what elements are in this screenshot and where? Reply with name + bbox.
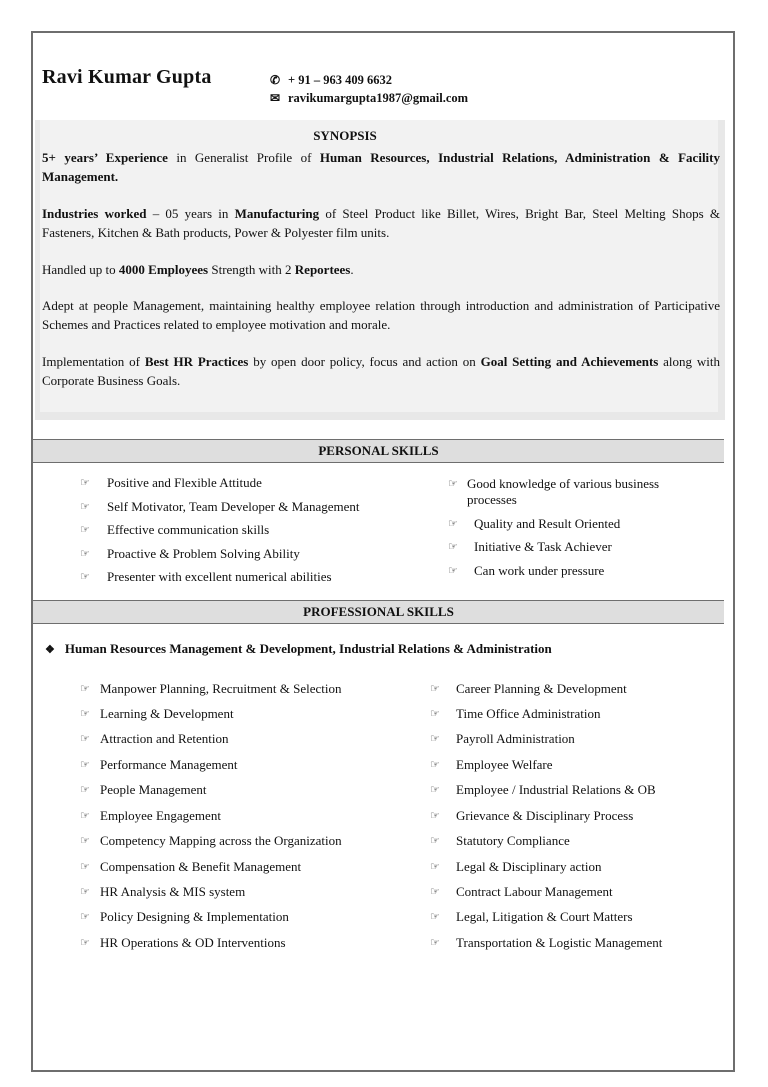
synopsis-paragraph <box>42 205 720 242</box>
skill-item: Self Motivator, Team Developer & Management <box>107 499 360 514</box>
pointing-hand-icon: ☞ <box>80 886 90 898</box>
pointing-hand-icon: ☞ <box>430 708 440 720</box>
synopsis-text-run: along with Corporate Business Goals. <box>42 354 720 388</box>
skill-item: Quality and Result Oriented <box>474 516 621 531</box>
pointing-hand-icon: ☞ <box>430 810 440 822</box>
professional-skills-heading-text: Human Resources Management & Development, Industrial Relations & Administration <box>64 641 552 656</box>
synopsis-text-run: 4000 Employees <box>118 262 209 277</box>
skill-item: Attraction and Retention <box>100 731 229 746</box>
synopsis-text-run: Handled up to <box>42 262 119 277</box>
synopsis-text-run: Adept at people Management, maintaining healthy employee relation through introduction and administration of Participative Schemes and Practices related to employee motivation and morale. <box>42 298 720 332</box>
pointing-hand-icon: ☞ <box>80 861 90 873</box>
pointing-hand-icon: ☞ <box>430 784 440 796</box>
pointing-hand-icon: ☞ <box>430 759 440 771</box>
skill-item: Effective communication skills <box>107 522 270 537</box>
pointing-hand-icon: ☞ <box>80 911 90 923</box>
synopsis-text-run: in Generalist Profile of <box>167 150 320 165</box>
synopsis-paragraph <box>42 297 720 334</box>
skill-item: HR Analysis & MIS system <box>100 884 246 899</box>
pointing-hand-icon: ☞ <box>80 571 90 583</box>
skill-item: People Management <box>100 782 207 797</box>
skill-item: HR Operations & OD Interventions <box>100 935 286 950</box>
skill-item: Employee Engagement <box>100 808 221 823</box>
skill-item: Proactive & Problem Solving Ability <box>107 546 300 561</box>
skill-item: Presenter with excellent numerical abilities <box>107 569 332 584</box>
pointing-hand-icon: ☞ <box>448 518 458 530</box>
skill-item: Legal, Litigation & Court Matters <box>456 909 633 924</box>
skill-item: Performance Management <box>100 757 238 772</box>
synopsis-text-run: – 05 years in <box>146 206 235 221</box>
synopsis-paragraph <box>42 353 720 390</box>
pointing-hand-icon: ☞ <box>448 565 458 577</box>
skill-item: Learning & Development <box>100 706 234 721</box>
skill-item: Contract Labour Management <box>456 884 613 899</box>
synopsis-title: SYNOPSIS <box>313 128 377 143</box>
pointing-hand-icon: ☞ <box>80 937 90 949</box>
skill-item: Competency Mapping across the Organization <box>100 833 342 848</box>
skill-item: Positive and Flexible Attitude <box>107 475 262 490</box>
skill-item: Initiative & Task Achiever <box>474 539 612 554</box>
pointing-hand-icon: ☞ <box>80 810 90 822</box>
synopsis-paragraph <box>42 261 720 280</box>
synopsis-text-run: Implementation of <box>42 354 145 369</box>
synopsis-text-run: Best HR Practices <box>144 354 249 369</box>
skill-item: Career Planning & Development <box>456 681 627 696</box>
pointing-hand-icon: ☞ <box>80 733 90 745</box>
synopsis-text-run: Manufacturing <box>234 206 320 221</box>
contact-block <box>270 71 468 107</box>
pointing-hand-icon: ☞ <box>80 501 90 513</box>
synopsis-text-run: Reportees <box>294 262 351 277</box>
professional-skills-heading <box>45 641 552 657</box>
email-address[interactable]: ravikumargupta1987@gmail.com <box>288 91 469 105</box>
email-row <box>270 89 468 107</box>
synopsis-text-run: Human Resources, Industrial Relations, Administration & Facility Management. <box>42 150 720 184</box>
skill-item: Transportation & Logistic Management <box>456 935 663 950</box>
pointing-hand-icon: ☞ <box>430 937 440 949</box>
pointing-hand-icon: ☞ <box>80 708 90 720</box>
pointing-hand-icon: ☞ <box>80 784 90 796</box>
pointing-hand-icon: ☞ <box>430 886 440 898</box>
skill-item: Employee / Industrial Relations & OB <box>456 782 656 797</box>
personal-skills-header: PERSONAL SKILLS <box>33 439 724 463</box>
synopsis-text-run: Industries worked <box>42 206 147 221</box>
synopsis-text-run: . <box>350 262 354 277</box>
pointing-hand-icon: ☞ <box>448 478 458 490</box>
skill-item: Legal & Disciplinary action <box>456 859 602 874</box>
professional-skills-header: PROFESSIONAL SKILLS <box>33 600 724 624</box>
candidate-name: Ravi Kumar Gupta <box>42 66 212 88</box>
skill-item: Policy Designing & Implementation <box>100 909 289 924</box>
skill-item: Manpower Planning, Recruitment & Selection <box>100 681 342 696</box>
skill-item: Time Office Administration <box>456 706 601 721</box>
synopsis-paragraph <box>42 149 720 186</box>
pointing-hand-icon: ☞ <box>80 835 90 847</box>
pointing-hand-icon: ☞ <box>430 835 440 847</box>
synopsis-text-run: Goal Setting and Achievements <box>480 354 659 369</box>
synopsis-text-run: of Steel Product like Billet, Wires, Bright Bar, Steel Melting Shops & Fasteners, Kitchen & Bath products, Power & Polyester film units. <box>42 206 720 240</box>
skill-item: Payroll Administration <box>456 731 575 746</box>
skill-item: Statutory Compliance <box>456 833 570 848</box>
synopsis-text-run: 5+ years’ Experience <box>42 150 168 165</box>
diamond-icon: ❖ <box>45 644 55 656</box>
envelope-icon: ✉ <box>270 91 281 105</box>
skill-item: Compensation & Benefit Management <box>100 859 302 874</box>
skill-item: Can work under pressure <box>474 563 605 578</box>
pointing-hand-icon: ☞ <box>80 477 90 489</box>
pointing-hand-icon: ☞ <box>430 911 440 923</box>
pointing-hand-icon: ☞ <box>80 759 90 771</box>
pointing-hand-icon: ☞ <box>430 733 440 745</box>
pointing-hand-icon: ☞ <box>448 541 458 553</box>
pointing-hand-icon: ☞ <box>430 683 440 695</box>
skill-item: Grievance & Disciplinary Process <box>456 808 634 823</box>
phone-row <box>270 71 468 89</box>
pointing-hand-icon: ☞ <box>80 524 90 536</box>
skill-item: Good knowledge of various business processes <box>467 476 660 507</box>
pointing-hand-icon: ☞ <box>80 548 90 560</box>
phone-icon: ✆ <box>270 73 281 87</box>
synopsis-text-run: by open door policy, focus and action on <box>248 354 481 369</box>
pointing-hand-icon: ☞ <box>80 683 90 695</box>
phone-number: + 91 – 963 409 6632 <box>288 73 392 87</box>
synopsis-text-run: Strength with 2 <box>208 262 295 277</box>
pointing-hand-icon: ☞ <box>430 861 440 873</box>
skill-item: Employee Welfare <box>456 757 553 772</box>
